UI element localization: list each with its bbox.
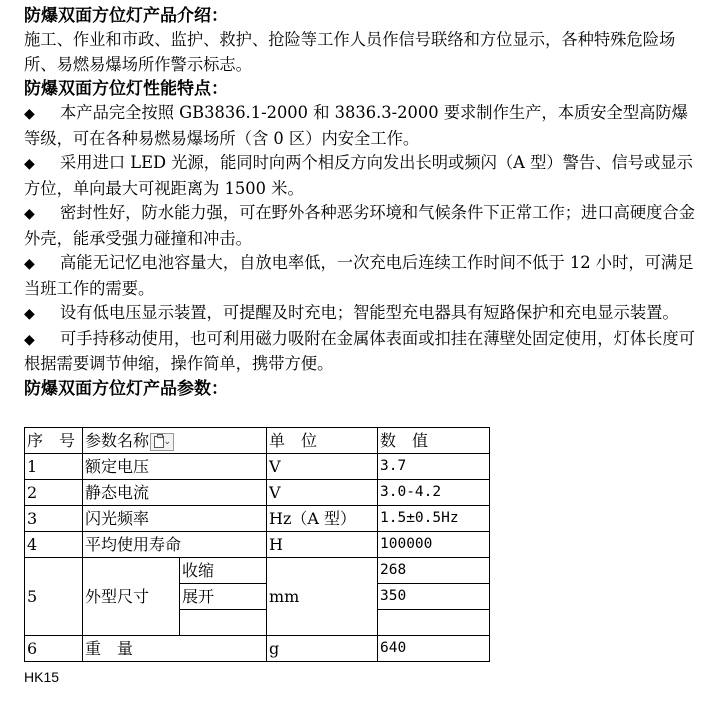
header-name [83, 428, 267, 454]
diamond-bullet-icon: ◆ [24, 331, 35, 348]
feature-item [24, 101, 696, 151]
cell-seq: 5 [25, 558, 83, 636]
table-row [25, 532, 490, 558]
feature-text: 采用进口 LED 光源，能同时向两个相反方向发出长明或频闪（A 型）警告、信号或显示方位，单向最大可视距离为 1500 米。 [24, 153, 693, 198]
intro-text: 施工、作业和市政、监护、救护、抢险等工作人员作信号联络和方位显示，各种特殊危险场所、易燃易爆场所作警示标志。 [24, 30, 676, 74]
cell-unit: H [267, 532, 378, 558]
feature-item [24, 251, 696, 301]
features-title: 防爆双面方位灯性能特点： [24, 79, 228, 99]
table-row [25, 636, 490, 662]
document-body [24, 4, 696, 401]
cell-subname-expanded: 展开 [180, 584, 267, 610]
cell-seq: 1 [25, 454, 83, 480]
table-row [25, 480, 490, 506]
table-row [25, 506, 490, 532]
diamond-bullet-icon: ◆ [24, 256, 35, 272]
cell-value: 1.5±0.5Hz [378, 506, 490, 532]
table-row [25, 558, 490, 584]
header-value: 数 值 [378, 428, 490, 454]
cell-subname-collapsed: 收缩 [180, 558, 267, 584]
cell-value-collapsed: 268 [378, 558, 490, 584]
intro-title: 防爆双面方位灯产品介绍： [24, 6, 228, 26]
diamond-bullet-icon: ◆ [24, 206, 35, 222]
cell-value: 640 [378, 636, 490, 662]
cell-name: 额定电压 [83, 454, 267, 480]
params-table [24, 427, 490, 662]
feature-text: 可手持移动使用，也可利用磁力吸附在金属体表面或扣挂在薄壁处固定使用，灯体长度可根据需要调节伸缩，操作简单，携带方便。 [24, 328, 695, 373]
feature-item [24, 151, 696, 201]
header-seq: 序 号 [25, 428, 83, 454]
cell-unit: Hz（A 型） [267, 506, 378, 532]
diamond-bullet-icon: ◆ [24, 306, 35, 322]
cell-name: 闪光频率 [83, 506, 267, 532]
model-label: HK15 [24, 669, 60, 685]
cell-value-expanded: 350 [378, 584, 490, 610]
feature-item [24, 327, 696, 377]
cell-name: 静态电流 [83, 480, 267, 506]
table-row [25, 454, 490, 480]
header-unit: 单 位 [267, 428, 378, 454]
cell-empty [180, 610, 267, 636]
feature-text: 设有低电压显示装置，可提醒及时充电；智能型充电器具有短路保护和充电显示装置。 [60, 303, 679, 322]
paste-options-icon[interactable] [150, 433, 174, 451]
cell-seq: 2 [25, 480, 83, 506]
table-header-row [25, 428, 490, 454]
diamond-bullet-icon: ◆ [24, 156, 35, 172]
cell-value: 3.7 [378, 454, 490, 480]
cell-name: 平均使用寿命 [83, 532, 267, 558]
cell-value: 100000 [378, 532, 490, 558]
chevron-down-icon: ⌄ [163, 436, 172, 447]
cell-seq: 6 [25, 636, 83, 662]
cell-unit: V [267, 480, 378, 506]
cell-name: 外型尺寸 [83, 558, 180, 636]
feature-item [24, 301, 696, 327]
cell-seq: 3 [25, 506, 83, 532]
feature-text: 本产品完全按照 GB3836.1-2000 和 3836.3-2000 要求制作生产，本质安全型高防爆等级，可在各种易燃易爆场所（含 0 区）内安全工作。 [24, 103, 688, 148]
cell-seq: 4 [25, 532, 83, 558]
header-name-label: 参数名称 [85, 431, 150, 450]
feature-item [24, 201, 696, 251]
cell-unit: g [267, 636, 378, 662]
cell-empty [378, 610, 490, 636]
cell-name: 重 量 [83, 636, 267, 662]
feature-text: 高能无记忆电池容量大，自放电率低，一次充电后连续工作时间不低于 12 小时，可满足当班工作的需要。 [24, 253, 694, 298]
feature-text: 密封性好，防水能力强，可在野外各种恶劣环境和气候条件下正常工作；进口高硬度合金外壳，能承受强力碰撞和冲击。 [24, 203, 695, 248]
cell-unit: mm [267, 558, 378, 636]
cell-unit: V [267, 454, 378, 480]
cell-value: 3.0-4.2 [378, 480, 490, 506]
diamond-bullet-icon: ◆ [24, 106, 35, 122]
params-title: 防爆双面方位灯产品参数： [24, 378, 228, 399]
